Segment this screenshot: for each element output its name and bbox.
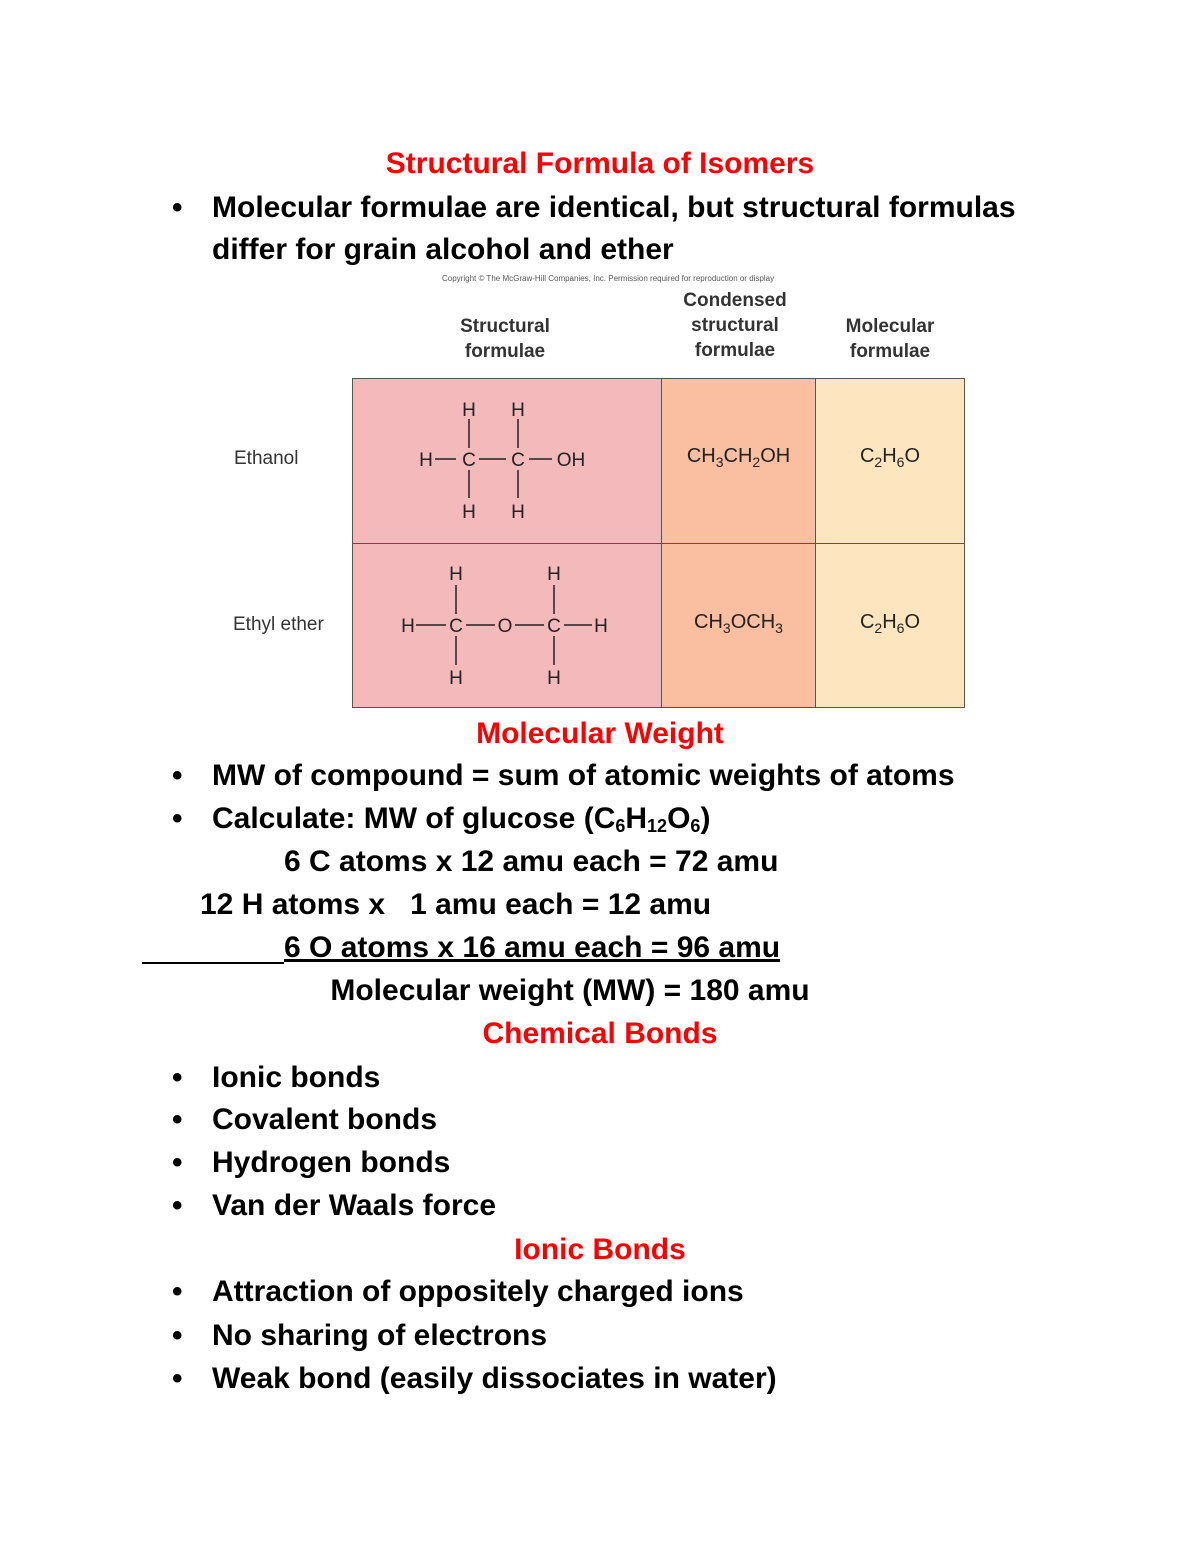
formula-subscript: 2 <box>752 454 761 470</box>
formula-subscript: 6 <box>896 454 905 470</box>
formula-part: O <box>904 445 921 467</box>
list-item-text: Attraction of oppositely charged ions <box>212 1275 744 1308</box>
bullet-text <box>212 801 710 837</box>
row-label-ethanol: Ethanol <box>234 448 299 469</box>
formula-part: OH <box>760 445 791 467</box>
heading-molecular-weight: Molecular Weight <box>476 717 724 750</box>
header-structural-line1: Structural <box>460 316 550 337</box>
heading-ionic-bonds: Ionic Bonds <box>514 1233 686 1266</box>
formula-subscript: 3 <box>775 620 783 636</box>
ethanol-molecular-formula <box>815 445 965 468</box>
ethanol-atom-c2: C <box>511 450 525 471</box>
bullet-dot: • <box>172 1362 183 1395</box>
calc-carbon: 6 C atoms x 12 amu each = 72 amu <box>284 845 779 878</box>
ether-atom-h1: H <box>449 564 463 585</box>
formula-part: CH <box>686 445 716 467</box>
calc-total: Molecular weight (MW) = 180 amu <box>330 974 810 1007</box>
formula-subscript: 6 <box>896 620 905 636</box>
bullet-dot: • <box>172 1103 183 1136</box>
ether-atom-h3: H <box>401 616 415 637</box>
bullet-dot: • <box>172 759 183 792</box>
header-structural-line2: formulae <box>464 341 546 362</box>
header-molecular <box>815 314 965 364</box>
ethanol-atom-h2: H <box>511 400 525 421</box>
ether-condensed-formula <box>661 611 816 634</box>
bullet-dot: • <box>172 1061 183 1094</box>
bullet-dot: • <box>172 1319 183 1352</box>
ether-atom-h5: H <box>449 668 463 689</box>
ethanol-atom-h3: H <box>419 450 433 471</box>
formula-subscript: 3 <box>715 454 724 470</box>
formula-part: C <box>859 611 875 633</box>
ether-atom-h2: H <box>547 564 561 585</box>
isomer-figure <box>200 268 1000 718</box>
formula-part: OCH <box>730 611 776 633</box>
formula-subscript: 3 <box>722 620 731 636</box>
glucose-subscript: 6 <box>615 816 626 836</box>
row-label-ethyl-ether: Ethyl ether <box>233 614 324 635</box>
header-condensed-line3: formulae <box>694 340 776 361</box>
ethanol-atom-c1: C <box>462 450 476 471</box>
glucose-subscript: 6 <box>690 816 701 836</box>
calc-oxygen: 6 O atoms x 16 amu each = 96 amu <box>284 931 781 964</box>
formula-part: H <box>882 611 897 633</box>
ethanol-structure-diagram <box>352 378 662 544</box>
calc-hydrogen: 12 H atoms x 1 amu each = 12 amu <box>200 888 712 921</box>
bullet-dot: • <box>172 802 183 835</box>
bullet-text-line2: differ for grain alcohol and ether <box>212 233 674 266</box>
bullet-dot: • <box>172 1146 183 1179</box>
bullet-dot: • <box>172 1189 183 1222</box>
ethanol-atom-h5: H <box>511 502 525 523</box>
ether-atom-c2: C <box>547 616 561 637</box>
heading-structural-formula: Structural Formula of Isomers <box>385 147 815 180</box>
formula-subscript: 2 <box>874 620 883 636</box>
ether-structure-diagram <box>352 543 662 708</box>
list-item-text: No sharing of electrons <box>212 1319 548 1352</box>
glucose-text: O <box>667 802 691 835</box>
header-condensed <box>660 288 810 363</box>
formula-part: C <box>859 445 875 467</box>
header-molecular-line1: Molecular <box>845 316 935 337</box>
formula-part: CH <box>723 445 753 467</box>
ethanol-atom-h1: H <box>462 400 476 421</box>
formula-part: O <box>904 611 921 633</box>
header-condensed-line1: Condensed <box>683 290 787 311</box>
ether-atom-h6: H <box>547 668 561 689</box>
glucose-text: Calculate: MW of glucose (C <box>212 802 616 835</box>
ether-atom-h4: H <box>594 616 608 637</box>
copyright-notice: Copyright © The McGraw-Hill Companies, Inc. Permission required for reproduction or display <box>442 274 775 283</box>
glucose-text: ) <box>700 802 711 835</box>
formula-part: CH <box>694 611 723 633</box>
glucose-text: H <box>625 802 648 835</box>
glucose-subscript: 12 <box>647 816 668 836</box>
list-item-text: Ionic bonds <box>212 1061 381 1094</box>
header-molecular-line2: formulae <box>849 341 931 362</box>
ether-molecular-formula <box>815 611 965 634</box>
formula-part: H <box>882 445 897 467</box>
bullet-dot: • <box>172 1275 183 1308</box>
list-item-text: Weak bond (easily dissociates in water) <box>212 1362 777 1395</box>
bullet-text-line1: Molecular formulae are identical, but structural formulas <box>212 191 1016 224</box>
list-item-text: Covalent bonds <box>212 1103 438 1136</box>
formula-subscript: 2 <box>874 454 883 470</box>
ether-atom-o: O <box>497 616 513 637</box>
bullet-text: MW of compound = sum of atomic weights of atoms <box>212 759 955 792</box>
heading-chemical-bonds: Chemical Bonds <box>482 1017 718 1050</box>
list-item-text: Van der Waals force <box>212 1189 497 1222</box>
ether-atom-c1: C <box>449 616 463 637</box>
ethanol-atom-oh: OH <box>556 450 586 471</box>
ethanol-condensed-formula <box>661 445 816 468</box>
calc-sum-rule <box>142 962 284 964</box>
list-item-text: Hydrogen bonds <box>212 1146 451 1179</box>
bullet-dot: • <box>172 191 183 224</box>
header-condensed-line2: structural <box>691 315 779 336</box>
ethanol-atom-h4: H <box>462 502 476 523</box>
header-structural <box>430 314 580 364</box>
